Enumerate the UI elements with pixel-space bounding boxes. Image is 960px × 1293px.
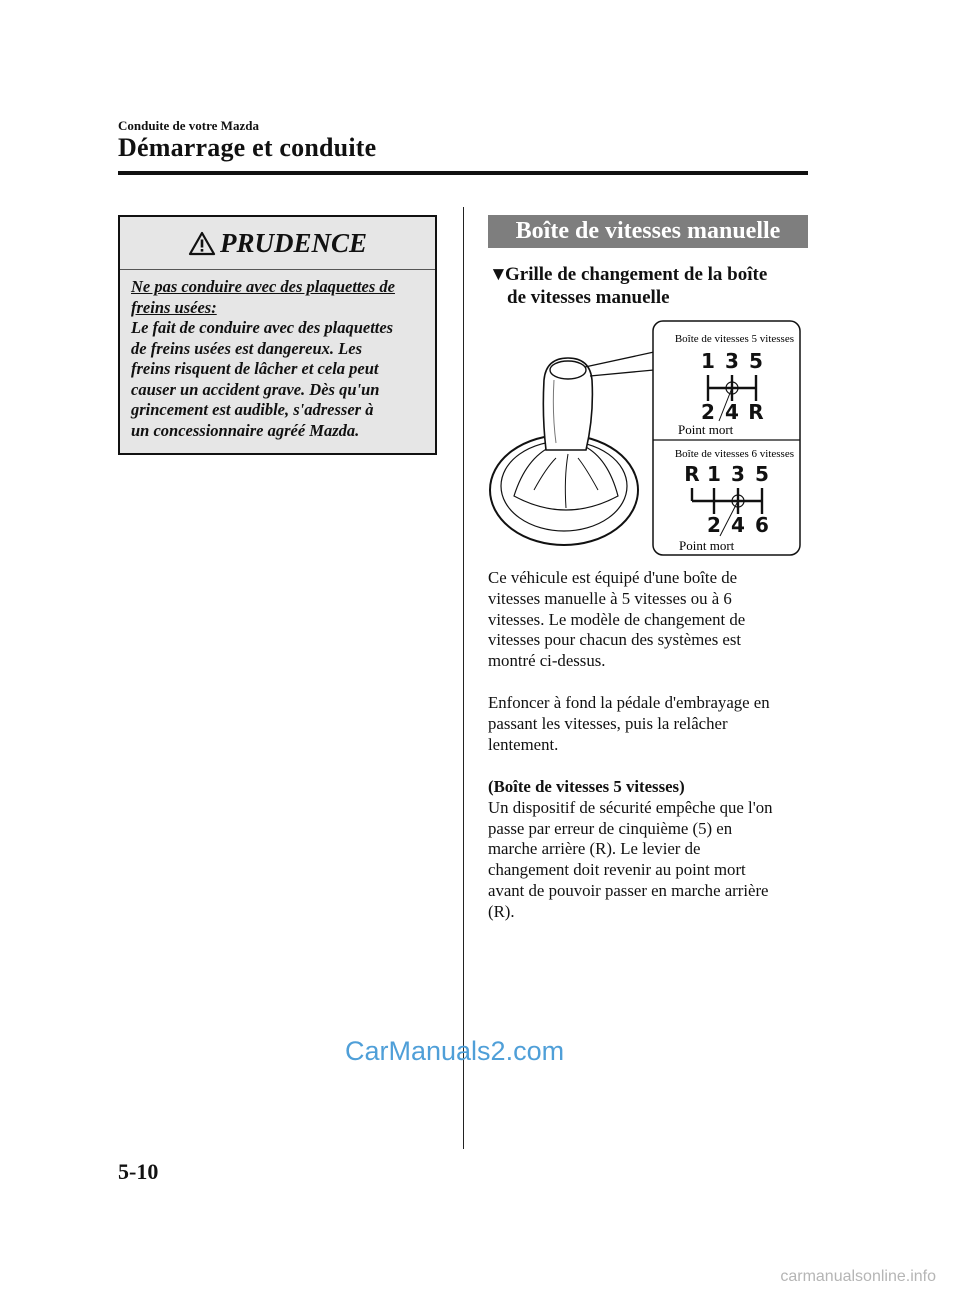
column-divider xyxy=(463,207,464,1149)
caution-heading-line: Ne pas conduire avec des plaquettes de xyxy=(131,277,395,296)
paragraph-2 xyxy=(488,693,810,755)
caution-line: freins risquent de lâcher et cela peut xyxy=(131,359,379,378)
text-line: montré ci-dessus. xyxy=(488,651,606,671)
warning-icon xyxy=(188,231,216,256)
gear-label: 1 xyxy=(701,349,715,373)
text-line: marche arrière (R). Le levier de xyxy=(488,839,701,859)
text-line: Enfoncer à fond la pédale d'embrayage en xyxy=(488,693,770,712)
text-line: lentement. xyxy=(488,734,559,754)
gear-label: 4 xyxy=(725,400,739,424)
shift-pattern-figure xyxy=(486,318,808,558)
caution-box xyxy=(118,215,437,455)
neutral-label-5: Point mort xyxy=(678,422,734,437)
gear-label: 2 xyxy=(701,400,715,424)
header-rule xyxy=(118,171,808,175)
gear-label: R xyxy=(748,400,764,424)
gear-label: R xyxy=(684,462,700,486)
text-line: vitesses. Le modèle de changement de xyxy=(488,609,746,629)
subsection-heading xyxy=(489,263,809,309)
caution-line: un concessionnaire agréé Mazda. xyxy=(131,420,360,440)
caution-line: causer un accident grave. Dès qu'un xyxy=(131,379,380,399)
neutral-label-6: Point mort xyxy=(679,538,735,553)
text-line: vitesses manuelle à 5 vitesses ou à 6 xyxy=(488,588,732,608)
caution-header xyxy=(120,217,435,269)
watermark-text: CarManuals2.com xyxy=(345,1036,565,1066)
paragraph-1 xyxy=(488,568,810,672)
caution-line: grincement est audible, s'adresser à xyxy=(131,400,374,419)
paragraph-heading: (Boîte de vitesses 5 vitesses) xyxy=(488,777,685,796)
section-banner: Boîte de vitesses manuelle xyxy=(488,215,808,248)
gear-label: 2 xyxy=(707,513,721,537)
gear-label: 3 xyxy=(731,462,745,486)
caution-line: de freins usées est dangereux. Les xyxy=(131,338,362,358)
caution-line: Le fait de conduire avec des plaquettes xyxy=(131,318,394,337)
gear-label: 5 xyxy=(755,462,769,486)
gear-label: 6 xyxy=(755,513,769,537)
chapter-title: Conduite de votre Mazda xyxy=(118,118,259,133)
page-number: 5-10 xyxy=(118,1159,159,1184)
paragraph-3 xyxy=(488,777,810,923)
text-line: vitesses pour chacun des systèmes est xyxy=(488,630,742,650)
label-6-speed: Boîte de vitesses 6 vitesses xyxy=(674,448,794,460)
text-line: changement doit revenir au point mort xyxy=(488,860,746,880)
text-line: Ce véhicule est équipé d'une boîte de xyxy=(488,568,738,587)
gear-label: 5 xyxy=(749,349,763,373)
label-5-speed: Boîte de vitesses 5 vitesses xyxy=(674,333,794,345)
gear-label: 3 xyxy=(725,349,739,373)
triangle-marker-icon: ▼ xyxy=(489,264,508,285)
caution-divider xyxy=(120,269,435,270)
footer-site-mark: carmanualsonline.info xyxy=(780,1268,936,1285)
text-line: avant de pouvoir passer en marche arrière xyxy=(488,880,769,900)
caution-text xyxy=(131,277,431,441)
text-line: (R). xyxy=(488,901,515,921)
gear-label: 1 xyxy=(707,462,721,486)
text-line: Un dispositif de sécurité empêche que l'on xyxy=(488,797,773,817)
gear-label: 4 xyxy=(731,513,745,537)
text-line: passant les vitesses, puis la relâcher xyxy=(488,713,728,733)
subhead-line: de vitesses manuelle xyxy=(507,287,670,308)
text-line: passe par erreur de cinquième (5) en xyxy=(488,818,733,838)
caution-title: PRUDENCE xyxy=(219,227,368,258)
caution-heading-line: freins usées: xyxy=(131,297,217,317)
subhead-line: Grille de changement de la boîte xyxy=(505,264,768,285)
section-title: Démarrage et conduite xyxy=(118,133,377,162)
